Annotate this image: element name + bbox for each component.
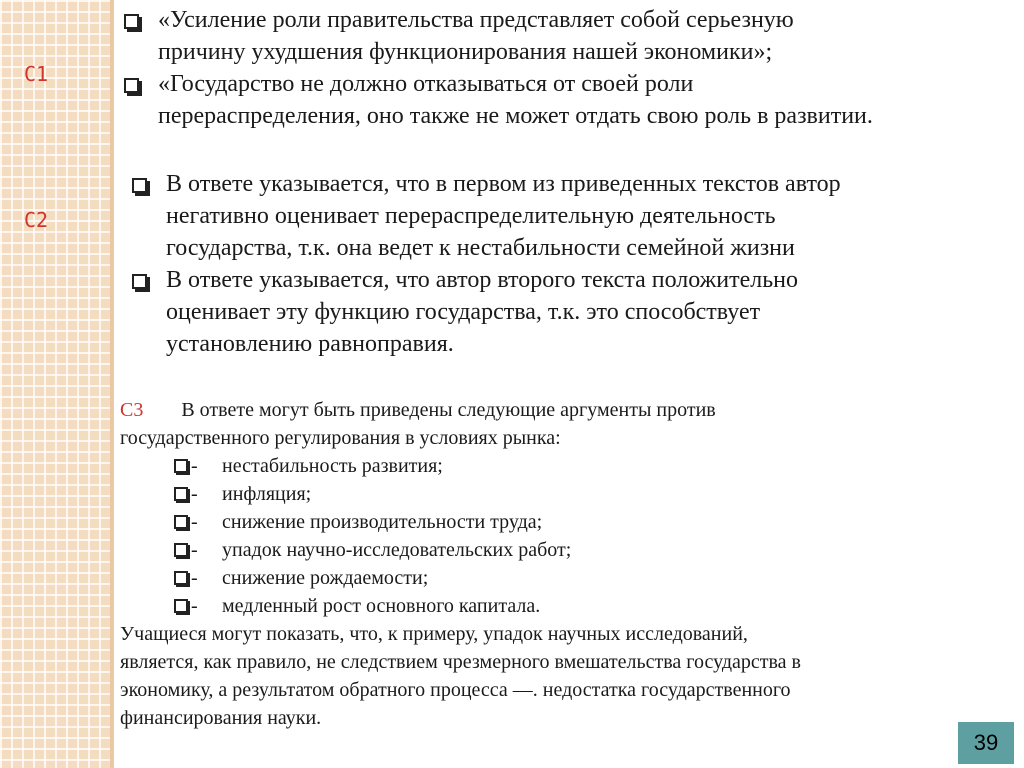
c3-item: - снижение производительности труда; [120, 508, 801, 536]
c2-bullet-2: В ответе указывается, что автор второго текста положительно оценивает эту функцию государства, т.к. это способствует установлению равноправия. [126, 264, 841, 360]
c2-section [126, 168, 841, 360]
c3-item: - инфляция; [120, 480, 801, 508]
c1-bullet-1: «Усиление роли правительства представляет собой серьезную причину ухудшения функционирования нашей экономики»; [118, 4, 873, 68]
c3-item: - нестабильность развития; [120, 452, 801, 480]
checkbox-bullet-icon [132, 274, 147, 289]
checkbox-bullet-icon [174, 515, 188, 529]
c2-label: С2 [24, 208, 49, 232]
checkbox-bullet-icon [174, 543, 188, 557]
page-number-badge: 39 [958, 722, 1014, 764]
checkbox-bullet-icon [124, 14, 139, 29]
sidebar-divider [110, 0, 114, 768]
checkbox-bullet-icon [174, 571, 188, 585]
c1-bullet-2: «Государство не должно отказываться от своей роли перераспределения, оно также не может отдать свою роль в развитии. [118, 68, 873, 132]
c3-item: - медленный рост основного капитала. [120, 592, 801, 620]
c3-item: - снижение рождаемости; [120, 564, 801, 592]
c3-label: С3 [120, 399, 144, 421]
checkbox-bullet-icon [174, 459, 188, 473]
checkbox-bullet-icon [132, 178, 147, 193]
c2-bullet-1: В ответе указывается, что в первом из приведенных текстов автор негативно оценивает перераспределительную деятельность государства, т.к. она ведет к нестабильности семейной жизни [126, 168, 841, 264]
c1-section [118, 4, 873, 132]
decorative-sidebar [0, 0, 110, 768]
checkbox-bullet-icon [124, 78, 139, 93]
checkbox-bullet-icon [174, 599, 188, 613]
c3-intro: С3 В ответе могут быть приведены следующие аргументы против [120, 399, 716, 421]
c3-section: С3 В ответе могут быть приведены следующие аргументы против государственного регулирования в условиях рынка: - нестабильность развития; - инфляция; - снижение производительности труда; - упадок научно-исследовательских работ; - снижение рождаемости; - медленный рост основного капитала. Учащиеся могут показать, что, к примеру, упадок научных исследований, является, как правило, не следствием чрезмерного вмешательства государства в экономику, а результатом обратного процесса —. недостатка государственного финансирования науки. [120, 396, 801, 732]
c3-conclusion: Учащиеся могут показать, что, к примеру, упадок научных исследований, является, как правило, не следствием чрезмерного вмешательства государства в экономику, а результатом обратного процесса —. недостатка государственного финансирования науки. [120, 623, 801, 729]
c1-label: С1 [24, 62, 49, 86]
c3-item: - упадок научно-исследовательских работ; [120, 536, 801, 564]
checkbox-bullet-icon [174, 487, 188, 501]
